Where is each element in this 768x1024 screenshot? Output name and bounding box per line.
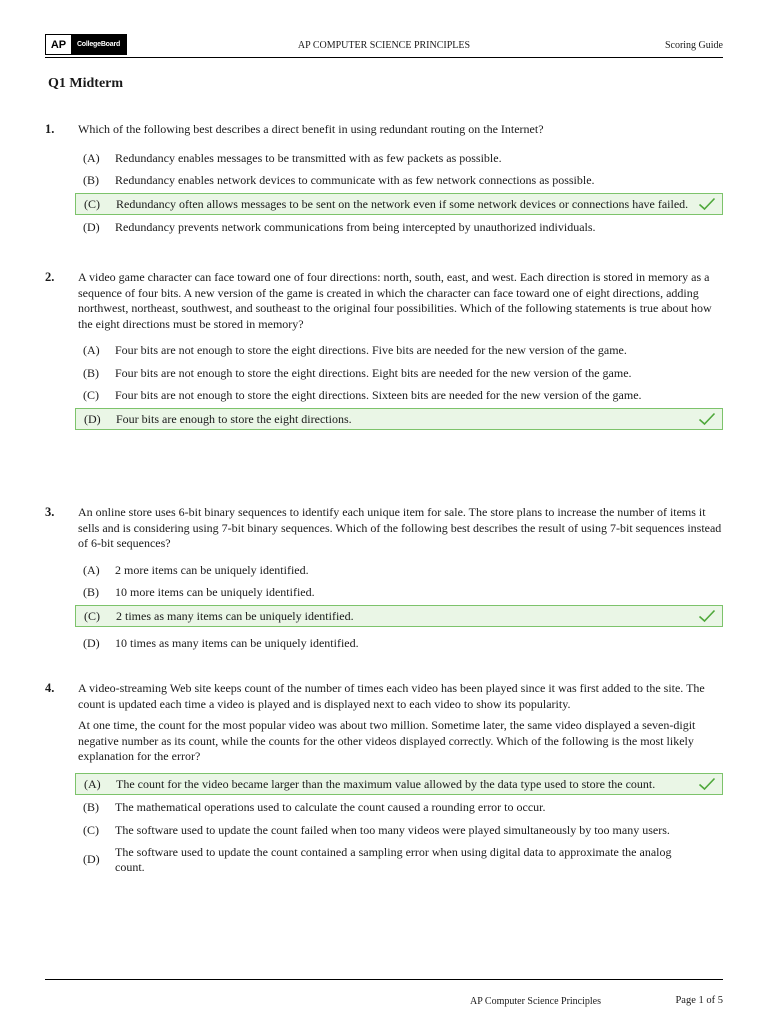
question-stem xyxy=(78,270,725,332)
option-text: Four bits are not enough to store the eight directions. Sixteen bits are needed for the new version of the game. xyxy=(115,388,642,402)
answer-option-correct[interactable] xyxy=(75,408,723,431)
answer-option-correct[interactable] xyxy=(75,193,723,216)
answer-option[interactable] xyxy=(75,633,723,654)
option-letter: (B) xyxy=(83,365,99,380)
question-stem-paragraph: At one time, the count for the most popular video was about two million. Sometime later, the same video displayed a seven-digit negative number as its count, while the counts for the other videos displayed correctly. Which of the following is the most likely explanation for the error? xyxy=(78,718,696,763)
option-text: Redundancy enables network devices to communicate with as few network connections as possible. xyxy=(115,173,595,187)
question-stem-paragraph: Which of the following best describes a direct benefit in using redundant routing on the Internet? xyxy=(78,122,544,136)
header-scoring-guide: Scoring Guide xyxy=(664,40,723,51)
answer-option[interactable] xyxy=(75,582,723,603)
answer-option[interactable] xyxy=(75,842,723,877)
option-letter: (B) xyxy=(83,585,99,599)
option-text: Redundancy enables messages to be transmitted with as few packets as possible. xyxy=(115,150,502,165)
question-stem xyxy=(78,122,725,138)
answer-option[interactable] xyxy=(75,560,723,581)
answer-option[interactable] xyxy=(75,820,723,841)
header-title: AP COMPUTER SCIENCE PRINCIPLES xyxy=(297,40,471,51)
page-header xyxy=(45,34,723,58)
option-letter: (C) xyxy=(84,196,100,211)
option-text: 2 times as many items can be uniquely identified. xyxy=(116,608,354,623)
option-letter: (C) xyxy=(83,388,99,402)
logo-collegeboard-text: CollegeBoard xyxy=(71,35,126,54)
page-number: Page 1 of 5 xyxy=(675,995,723,1006)
page-title: Q1 Midterm xyxy=(48,76,124,91)
option-letter: (D) xyxy=(83,636,100,650)
option-letter: (A) xyxy=(83,562,100,577)
option-text: 2 more items can be uniquely identified. xyxy=(115,562,309,577)
correct-check-icon xyxy=(698,412,716,426)
answer-option[interactable] xyxy=(75,148,723,169)
option-letter: (B) xyxy=(83,173,99,187)
correct-check-icon xyxy=(698,609,716,623)
option-text: Four bits are not enough to store the eight directions. Five bits are needed for the new version of the game. xyxy=(115,343,627,357)
header-divider xyxy=(45,57,723,58)
option-letter: (D) xyxy=(83,220,100,234)
question-1 xyxy=(45,122,725,240)
option-text: 10 times as many items can be uniquely identified. xyxy=(115,636,359,650)
answer-option[interactable] xyxy=(75,170,723,191)
option-text: The software used to update the count failed when too many videos were played simultaneously by too many users. xyxy=(115,822,670,837)
answer-option[interactable] xyxy=(75,340,723,361)
question-2 xyxy=(45,270,725,442)
option-letter: (C) xyxy=(84,608,100,623)
answer-option-correct[interactable] xyxy=(75,605,723,628)
option-letter: (A) xyxy=(84,776,101,791)
option-letter: (A) xyxy=(83,343,100,357)
question-stem-paragraph: A video-streaming Web site keeps count of the number of times each video has been played since it was first added to the site. The count is updated each time a video is played and is displayed next to each video to show its popularity. xyxy=(78,681,705,711)
question-3 xyxy=(45,505,725,656)
answer-option-correct[interactable] xyxy=(75,773,723,796)
answer-option[interactable] xyxy=(75,363,723,384)
question-number: 1. xyxy=(45,122,55,136)
answer-option[interactable] xyxy=(75,217,723,238)
question-4 xyxy=(45,681,725,879)
answer-option[interactable] xyxy=(75,385,723,406)
answer-option[interactable] xyxy=(75,797,723,818)
option-text: Four bits are not enough to store the eight directions. Eight bits are needed for the new version of the game. xyxy=(115,365,632,380)
question-number: 2. xyxy=(45,270,55,284)
question-number: 4. xyxy=(45,681,55,695)
question-stem xyxy=(78,505,725,552)
logo-ap-text: AP xyxy=(46,35,71,54)
option-text: The mathematical operations used to calculate the count caused a rounding error to occur. xyxy=(115,800,546,814)
option-text: Redundancy often allows messages to be sent on the network even if some network devices or connections have failed. xyxy=(116,196,689,211)
option-text: Four bits are enough to store the eight directions. xyxy=(116,411,352,426)
option-text: 10 more items can be uniquely identified. xyxy=(115,585,315,599)
footer-course-name: AP Computer Science Principles xyxy=(470,996,601,1007)
question-stem-paragraph: An online store uses 6-bit binary sequences to identify each unique item for sale. The store plans to increase the number of items it sells and is considering using 7-bit binary sequences. Which of the following best describes the result of using 7-bit sequences instead of 6-bit sequences? xyxy=(78,505,722,550)
option-text: The count for the video became larger than the maximum value allowed by the data type used to store the count. xyxy=(116,776,656,791)
option-letter: (B) xyxy=(83,800,99,814)
option-letter: (D) xyxy=(84,411,101,426)
option-text: The software used to update the count contained a sampling error when using digital data to approximate the analog count. xyxy=(115,845,672,874)
correct-check-icon xyxy=(698,777,716,791)
option-letter: (A) xyxy=(83,150,100,165)
question-stem xyxy=(78,681,725,765)
option-text: Redundancy prevents network communications from being intercepted by unauthorized individuals. xyxy=(115,220,596,234)
question-number: 3. xyxy=(45,505,55,519)
footer-divider xyxy=(45,979,723,980)
correct-check-icon xyxy=(698,197,716,211)
question-stem-paragraph: A video game character can face toward one of four directions: north, south, east, and west. Each direction is stored in memory as a sequence of four bits. A new version of the game is created in which the character can face toward one of eight directions, adding northwest, northeast, southwest, and southeast to the original four possibilities. Which of the following statements is true about how the eight directions must be stored in memory? xyxy=(78,270,712,331)
option-letter: (D) xyxy=(83,852,100,867)
option-letter: (C) xyxy=(83,822,99,837)
